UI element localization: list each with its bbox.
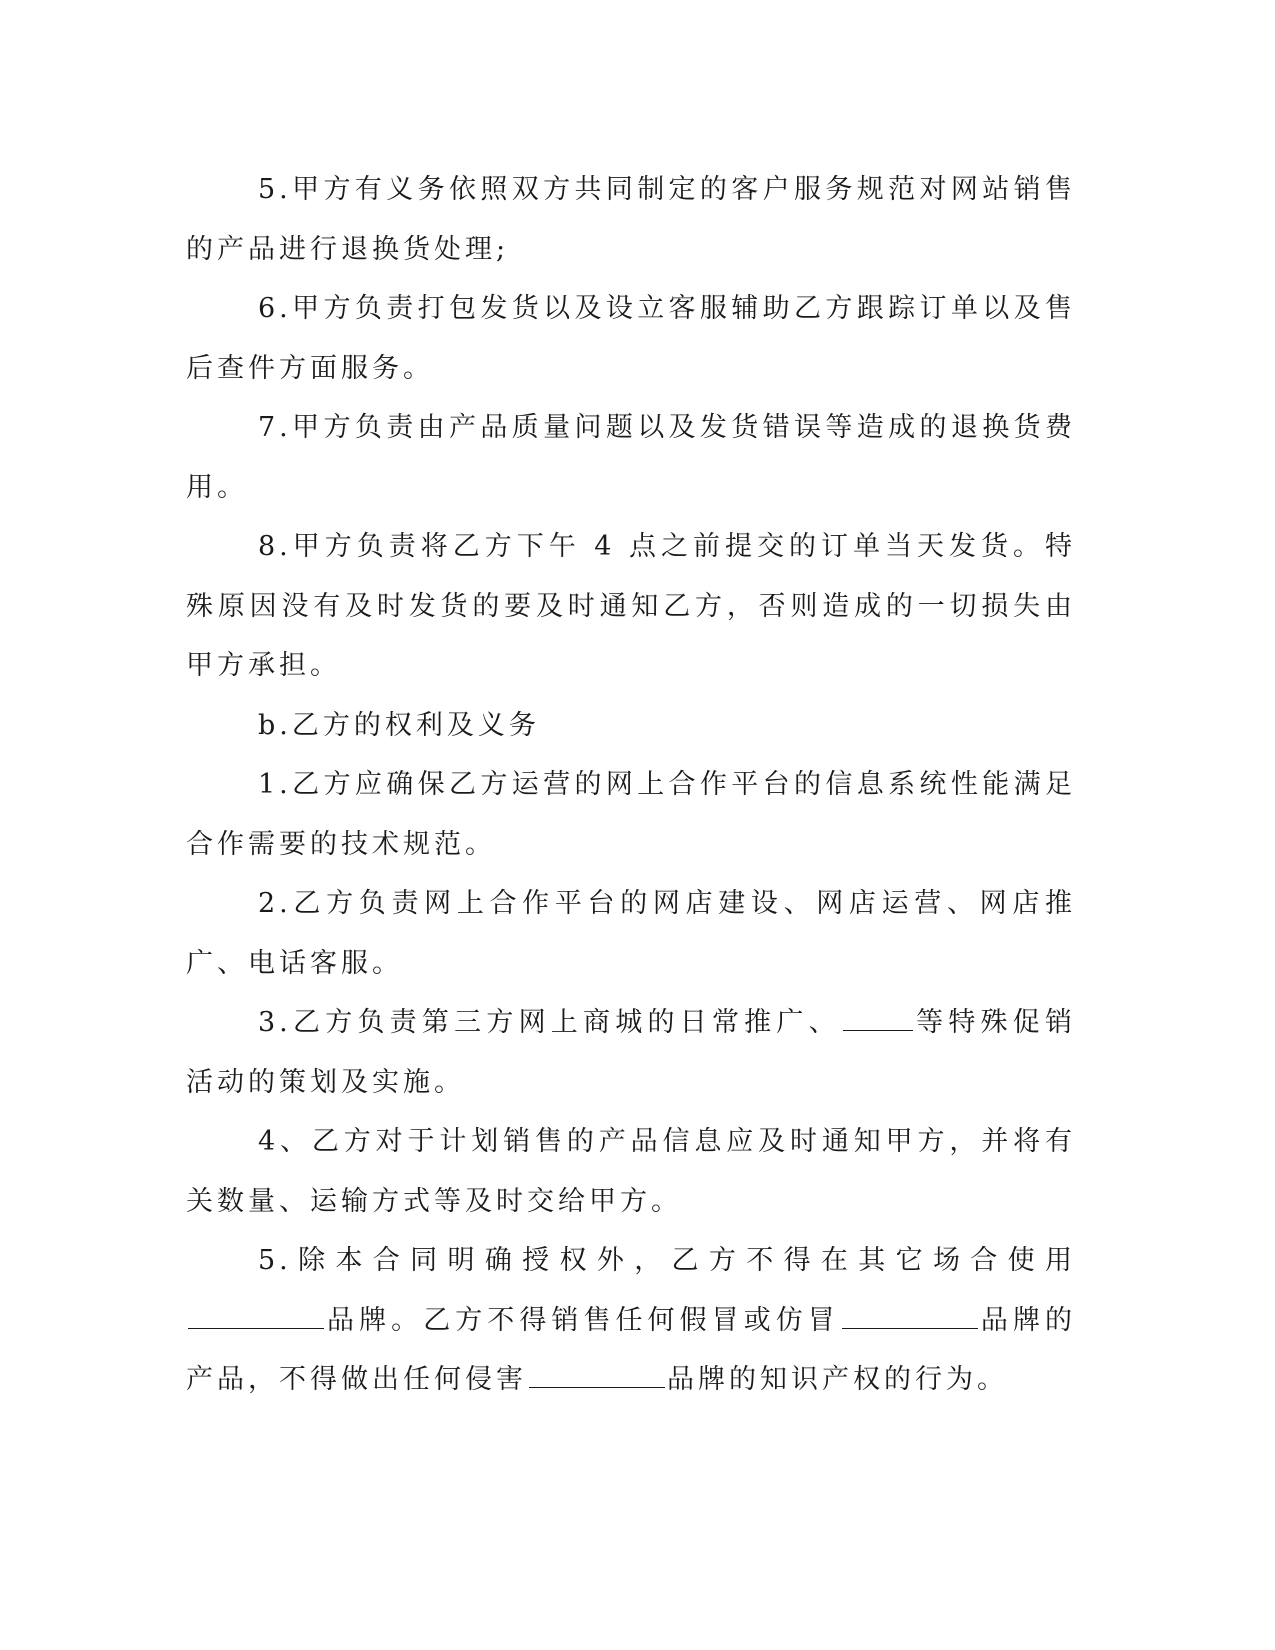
paragraph-party-b-4: 4、乙方对于计划销售的产品信息应及时通知甲方，并将有关数量、运输方式等及时交给甲方。 [186,1126,1076,1217]
paragraph-text: 等特殊促销活动的策划及实施。 [186,1007,1076,1098]
paragraph-party-b-5 [186,1231,1076,1410]
section-heading-party-b: b.乙方的权利及义务 [258,709,540,741]
paragraph-party-b-3 [186,993,1076,1112]
fill-in-blank [188,1302,324,1329]
paragraph-text: 5.除本合同明确授权外，乙方不得在其它场合使用 [258,1245,1076,1276]
paragraph-party-a-8: 8.甲方负责将乙方下午 4 点之前提交的订单当天发货。特殊原因没有及时发货的要及时通知乙方，否则造成的一切损失由甲方承担。 [186,531,1076,681]
paragraph-party-a-5: 5.甲方有义务依照双方共同制定的客户服务规范对网站销售的产品进行退换货处理; [186,174,1076,265]
document-body [186,160,1076,1410]
paragraph-party-a-6: 6.甲方负责打包发货以及设立客服辅助乙方跟踪订单以及售后查件方面服务。 [186,293,1076,384]
fill-in-blank [529,1361,665,1388]
paragraph-text: 品牌的知识产权的行为。 [667,1364,1008,1395]
fill-in-blank [843,1004,913,1031]
paragraph-party-b-1: 1.乙方应确保乙方运营的网上合作平台的信息系统性能满足合作需要的技术规范。 [186,769,1076,860]
paragraph-party-b-2: 2.乙方负责网上合作平台的网店建设、网店运营、网店推广、电话客服。 [186,888,1076,979]
paragraph-text: 3.乙方负责第三方网上商城的日常推广、 [258,1007,841,1038]
paragraph-party-a-7: 7.甲方负责由产品质量问题以及发货错误等造成的退换货费用。 [186,412,1076,503]
paragraph-text: 品牌。乙方不得销售任何假冒或仿冒 [326,1304,840,1336]
fill-in-blank [842,1302,978,1329]
paragraph-text: 品牌的产品，不得做出任何侵害 [186,1304,1077,1395]
